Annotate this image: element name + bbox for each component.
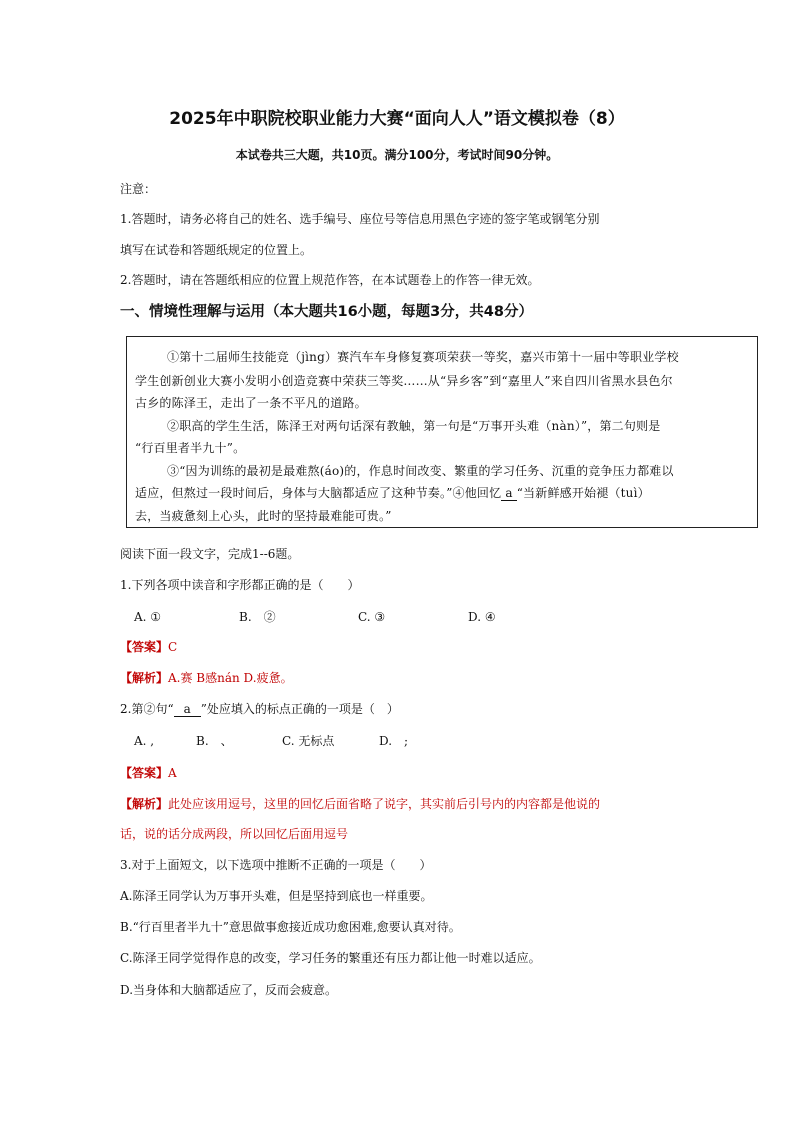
notice-item-1-line-2: 填写在试卷和答题纸规定的位置上。	[120, 243, 313, 257]
analysis-label: 【解析】	[120, 797, 169, 811]
page-title: 2025年中职院校职业能力大赛“面向人人”语文模拟卷（8）	[169, 109, 625, 129]
question-3-stem: 3.对于上面短文，以下选项中推断不正确的一项是（ ）	[120, 858, 432, 872]
question-1-answer	[120, 638, 177, 655]
reading-instruction: 阅读下面一段文字，完成1--6题。	[120, 547, 300, 561]
question-2-answer	[120, 764, 177, 781]
question-1-options	[134, 608, 496, 625]
reading-passage-box	[126, 336, 758, 528]
question-2-analysis	[120, 795, 600, 812]
q2-stem-blank: a	[174, 702, 201, 717]
notice-label: 注意：	[120, 182, 157, 196]
question-1-analysis	[120, 669, 293, 686]
passage-line-8: 去，当疲惫刻上心头，此时的坚持最难能可贵。”	[135, 509, 392, 523]
answer-label: 【答案】	[120, 640, 169, 654]
q1-option-b: B. ②	[239, 610, 276, 624]
analysis-text: A.赛 B感nán D.疲惫。	[168, 671, 293, 685]
analysis-text: 此处应该用逗号，这里的回忆后面省略了说字，其实前后引号内的内容都是他说的	[168, 797, 601, 811]
question-2-stem	[120, 700, 399, 717]
passage-line-7	[135, 484, 650, 501]
passage-line-3: 古乡的陈泽王，走出了一条不平凡的道路。	[135, 396, 367, 410]
q2-stem-suffix: ”处应填入的标点正确的一项是（ ）	[200, 702, 399, 716]
exam-subtitle: 本试卷共三大题，共10页。满分100分，考试时间90分钟。	[235, 148, 559, 162]
passage-blank-a: a	[501, 486, 516, 501]
q1-option-d: D. ④	[468, 610, 496, 624]
q3-option-d: D.当身体和大脑都适应了，反而会疲意。	[120, 983, 338, 997]
question-2-options	[134, 732, 408, 749]
q3-option-c: C.陈泽王同学觉得作息的改变，学习任务的繁重还有压力都让他一时难以适应。	[120, 951, 541, 965]
passage-line-1: ①第十二届师生技能竞（jìng）赛汽车车身修复赛项荣获一等奖，嘉兴市第十一届中等职业学校	[167, 350, 679, 364]
passage-line-7-end: “当新鲜感开始褪（tuì）	[516, 486, 650, 500]
q2-option-a: A. ,	[134, 734, 155, 748]
passage-line-5: “行百里者半九十”。	[135, 441, 246, 455]
question-1-stem: 1.下列各项中读音和字形都正确的是（ ）	[120, 578, 360, 592]
q1-option-c: C. ③	[358, 610, 386, 624]
analysis-label: 【解析】	[120, 671, 169, 685]
answer-value: C	[168, 640, 178, 654]
answer-value: A	[168, 766, 177, 780]
notice-item-1-line-1: 1.答题时，请务必将自己的姓名、选手编号、座位号等信息用黑色字迹的签字笔或钢笔分别	[120, 212, 600, 226]
q1-option-a: A. ①	[134, 610, 162, 624]
passage-line-7-text: 适应，但熬过一段时间后，身体与大脑都适应了这种节奏。”④他回忆	[135, 486, 502, 500]
passage-line-4: ②职高的学生生活，陈泽王对两句话深有教触，第一句是“万事开头难（nàn）”，第二句则是	[167, 419, 661, 433]
q2-stem-prefix: 2.第②句“	[120, 702, 174, 716]
q2-option-d: D. ;	[379, 734, 409, 748]
answer-label: 【答案】	[120, 766, 169, 780]
q3-option-a: A.陈泽王同学认为万事开头难，但是坚持到底也一样重要。	[120, 889, 433, 903]
passage-line-2: 学生创新创业大赛小发明小创造竞赛中荣获三等奖……从“异乡客”到“嘉里人”来自四川省黑水县色尔	[135, 374, 673, 388]
question-2-analysis-line-2: 话，说的话分成两段，所以回忆后面用逗号	[120, 827, 349, 841]
q3-option-b: B.“行百里者半九十”意思做事愈接近成功愈困难,愈要认真对待。	[120, 920, 461, 934]
section-1-heading: 一、情境性理解与运用（本大题共16小题，每题3分，共48分）	[120, 304, 533, 320]
q2-option-c: C. 无标点	[282, 734, 335, 748]
q2-option-b: B. 、	[196, 734, 233, 748]
notice-item-2: 2.答题时，请在答题纸相应的位置上规范作答，在本试题卷上的作答一律无效。	[120, 273, 540, 287]
passage-line-6: ③“因为训练的最初是最难熬(áo)的，作息时间改变、繁重的学习任务、沉重的竞争压力都难以	[167, 464, 674, 478]
